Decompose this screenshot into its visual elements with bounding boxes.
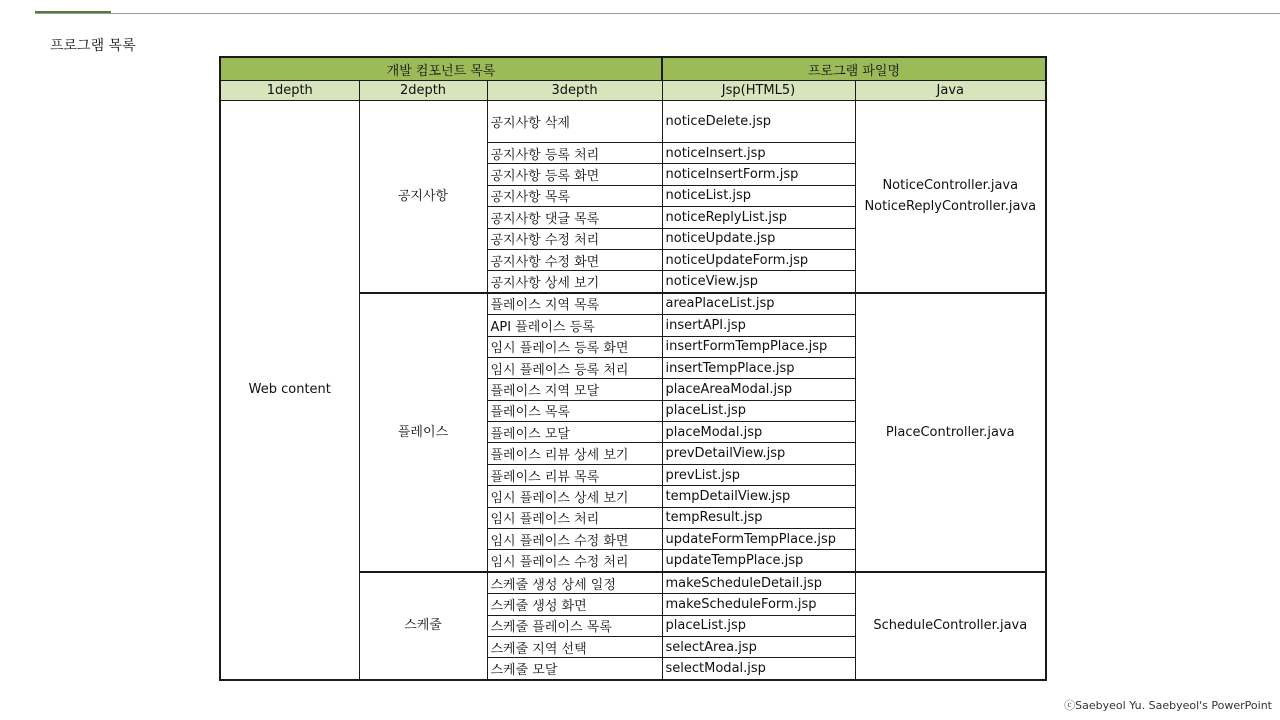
depth3-cell: 임시 플레이스 처리: [487, 507, 662, 528]
java-file-name: NoticeReplyController.java: [864, 199, 1037, 215]
depth3-cell: 공지사항 목록: [487, 185, 662, 206]
jsp-file-cell: prevDetailView.jsp: [662, 443, 855, 464]
depth3-cell: 플레이스 지역 목록: [487, 293, 662, 315]
copyright-text: ⓒSaebyeol Yu. Saebyeol's PowerPoint: [1064, 699, 1272, 712]
depth3-cell: 공지사항 수정 화면: [487, 249, 662, 270]
table-header-group-row: [220, 57, 1046, 81]
jsp-file-cell: placeAreaModal.jsp: [662, 379, 855, 400]
jsp-file-cell: insertFormTempPlace.jsp: [662, 336, 855, 357]
depth3-cell: 스케줄 모달: [487, 658, 662, 680]
depth3-cell: 공지사항 댓글 목록: [487, 207, 662, 228]
jsp-file-cell: noticeView.jsp: [662, 271, 855, 293]
column-header-jsp: Jsp(HTML5): [662, 81, 855, 101]
jsp-file-cell: areaPlaceList.jsp: [662, 293, 855, 315]
jsp-file-cell: selectArea.jsp: [662, 636, 855, 657]
title-divider: [35, 13, 1280, 14]
jsp-file-cell: tempDetailView.jsp: [662, 486, 855, 507]
jsp-file-cell: insertAPI.jsp: [662, 315, 855, 336]
column-header-3depth: 3depth: [487, 81, 662, 101]
jsp-file-cell: updateTempPlace.jsp: [662, 550, 855, 572]
java-file-cell-place: [855, 293, 1046, 572]
java-file-cell-notice: [855, 101, 1046, 293]
program-list-table: [219, 56, 1047, 681]
depth3-cell: 공지사항 수정 처리: [487, 228, 662, 249]
jsp-file-cell: makeScheduleDetail.jsp: [662, 572, 855, 594]
depth3-cell: 공지사항 상세 보기: [487, 271, 662, 293]
depth3-cell: 플레이스 리뷰 상세 보기: [487, 443, 662, 464]
depth3-cell: 공지사항 등록 화면: [487, 164, 662, 185]
jsp-file-cell: selectModal.jsp: [662, 658, 855, 680]
jsp-file-cell: noticeList.jsp: [662, 185, 855, 206]
depth1-cell: Web content: [220, 101, 359, 680]
jsp-file-cell: tempResult.jsp: [662, 507, 855, 528]
jsp-file-cell: noticeReplyList.jsp: [662, 207, 855, 228]
depth3-cell: 플레이스 지역 모달: [487, 379, 662, 400]
jsp-file-cell: noticeUpdateForm.jsp: [662, 249, 855, 270]
header-program-files: 프로그램 파일명: [662, 57, 1046, 81]
java-file-name: PlaceController.java: [885, 424, 1015, 440]
depth3-cell: 스케줄 생성 상세 일정: [487, 572, 662, 594]
depth3-cell: 임시 플레이스 수정 처리: [487, 550, 662, 572]
depth3-cell: API 플레이스 등록: [487, 315, 662, 336]
group-name-schedule: 스케줄: [359, 572, 487, 680]
jsp-file-cell: insertTempPlace.jsp: [662, 357, 855, 378]
depth3-cell: 공지사항 삭제: [487, 101, 662, 143]
jsp-file-cell: prevList.jsp: [662, 464, 855, 485]
depth3-cell: 임시 플레이스 등록 화면: [487, 336, 662, 357]
group-name-notice: 공지사항: [359, 101, 487, 293]
slide-title: 프로그램 목록: [50, 38, 136, 54]
depth3-cell: 스케줄 생성 화면: [487, 594, 662, 615]
java-file-name: ScheduleController.java: [873, 618, 1028, 634]
depth3-cell: 임시 플레이스 등록 처리: [487, 357, 662, 378]
depth3-cell: 플레이스 리뷰 목록: [487, 464, 662, 485]
group-name-place: 플레이스: [359, 293, 487, 572]
column-header-2depth: 2depth: [359, 81, 487, 101]
depth3-cell: 스케줄 플레이스 목록: [487, 615, 662, 636]
jsp-file-cell: noticeUpdate.jsp: [662, 228, 855, 249]
java-file-name: NoticeController.java: [882, 178, 1019, 194]
jsp-file-cell: noticeInsert.jsp: [662, 143, 855, 164]
jsp-file-cell: makeScheduleForm.jsp: [662, 594, 855, 615]
jsp-file-cell: placeList.jsp: [662, 400, 855, 421]
jsp-file-cell: noticeInsertForm.jsp: [662, 164, 855, 185]
depth3-cell: 스케줄 지역 선택: [487, 636, 662, 657]
column-header-1depth: 1depth: [220, 81, 359, 101]
jsp-file-cell: placeModal.jsp: [662, 422, 855, 443]
depth3-cell: 임시 플레이스 수정 화면: [487, 529, 662, 550]
java-file-cell-schedule: [855, 572, 1046, 680]
jsp-file-cell: placeList.jsp: [662, 615, 855, 636]
depth3-cell: 임시 플레이스 상세 보기: [487, 486, 662, 507]
header-component-list: 개발 컴포넌트 목록: [220, 57, 662, 81]
table-row: [220, 101, 1046, 143]
table-header-columns-row: [220, 81, 1046, 101]
depth3-cell: 플레이스 모달: [487, 422, 662, 443]
column-header-java: Java: [855, 81, 1046, 101]
jsp-file-cell: noticeDelete.jsp: [662, 101, 855, 143]
depth3-cell: 플레이스 목록: [487, 400, 662, 421]
jsp-file-cell: updateFormTempPlace.jsp: [662, 529, 855, 550]
depth3-cell: 공지사항 등록 처리: [487, 143, 662, 164]
